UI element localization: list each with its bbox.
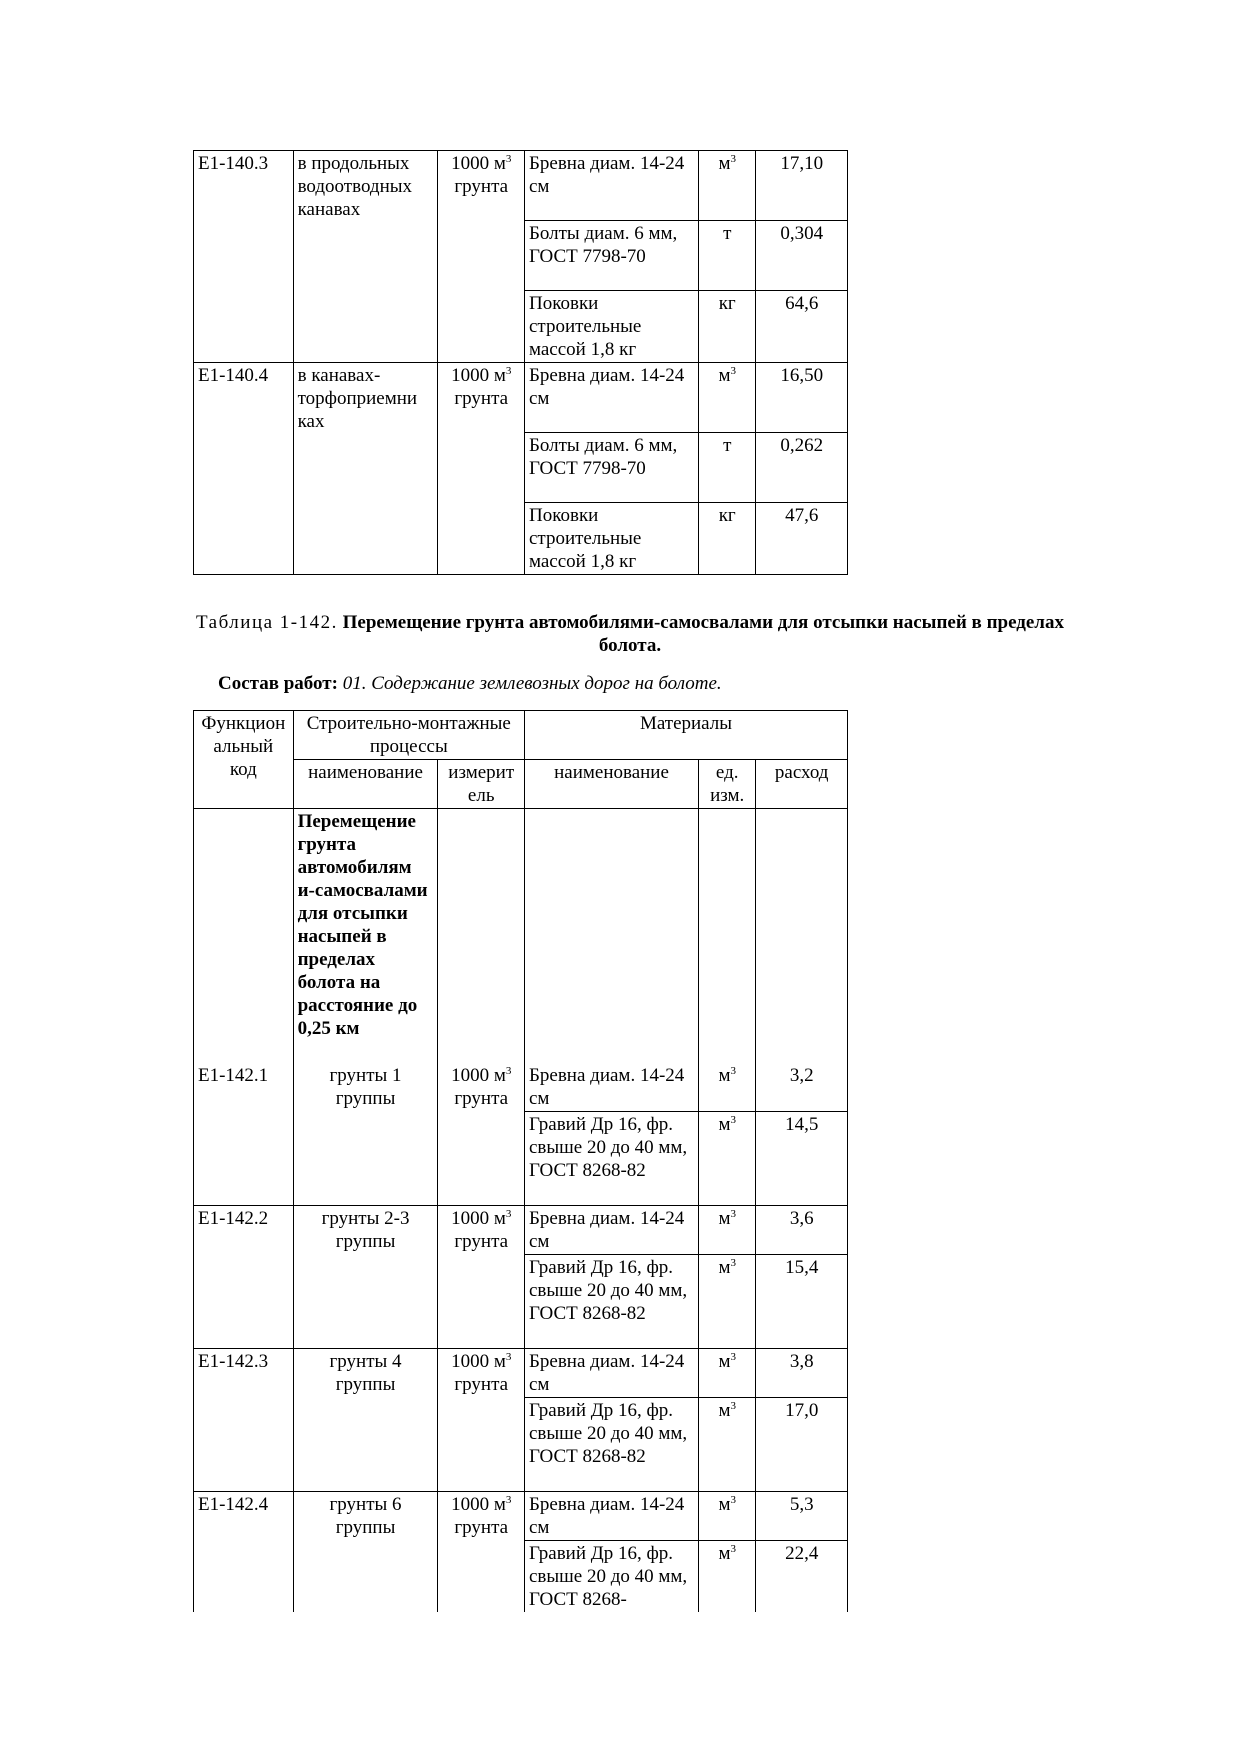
- row-code: Е1-142.2: [194, 1205, 294, 1348]
- header-func-code: Функцион альный код: [194, 711, 294, 809]
- row-process-name: грунты 1 группы: [293, 1063, 438, 1206]
- unit-text: 1000 м: [451, 1064, 506, 1086]
- table-1-140-body: [194, 151, 848, 575]
- unit-text: т: [723, 435, 732, 456]
- material-consumption: 3,8: [756, 1348, 848, 1397]
- material-unit: [699, 363, 756, 433]
- unit-superscript: 3: [730, 1256, 736, 1269]
- material-unit: [699, 221, 756, 291]
- header-unit: ед. изм.: [699, 760, 756, 809]
- unit-text: м: [718, 1399, 731, 1421]
- unit-text: м: [718, 365, 731, 386]
- unit-text: 1000 м: [451, 153, 506, 174]
- unit-superscript: 3: [730, 1113, 736, 1126]
- row-meter-line2: грунта: [454, 1230, 509, 1252]
- material-name: Бревна диам. 14-24 см: [524, 1348, 698, 1397]
- unit-superscript: 3: [730, 1350, 736, 1363]
- row-code: Е1-142.1: [194, 1063, 294, 1206]
- group-empty-cell: [524, 809, 698, 1063]
- row-process-name: в канавах-торфоприемни ках: [293, 363, 438, 575]
- material-unit: [699, 1540, 756, 1612]
- header-processes: Строительно-монтажные процессы: [293, 711, 524, 760]
- material-consumption: 17,10: [756, 151, 848, 221]
- material-unit: [699, 1397, 756, 1491]
- row-meter-line2: грунта: [454, 388, 509, 409]
- material-consumption: 64,6: [756, 291, 848, 363]
- row-meter-line2: грунта: [454, 1087, 509, 1109]
- table-row: [194, 363, 848, 433]
- work-composition: [218, 672, 722, 695]
- material-unit: [699, 1254, 756, 1348]
- material-consumption: 22,4: [756, 1540, 848, 1612]
- group-empty-cell: [194, 809, 294, 1063]
- unit-superscript: 3: [730, 1207, 736, 1220]
- unit-superscript: 3: [505, 1493, 512, 1506]
- material-consumption: 47,6: [756, 503, 848, 575]
- material-consumption: 17,0: [756, 1397, 848, 1491]
- row-meter: [438, 1063, 525, 1206]
- row-process-name: грунты 2-3 группы: [293, 1205, 438, 1348]
- row-meter-line2: грунта: [454, 1373, 509, 1395]
- row-process-name: грунты 4 группы: [293, 1348, 438, 1491]
- header-meter: измерит ель: [438, 760, 525, 809]
- material-name: Гравий Др 16, фр. свыше 20 до 40 мм, ГОСТ 8268-82: [524, 1111, 698, 1205]
- row-code: Е1-140.3: [194, 151, 294, 363]
- row-code: Е1-142.3: [194, 1348, 294, 1491]
- table-row: [194, 1063, 848, 1112]
- row-meter-line2: грунта: [454, 176, 509, 197]
- row-process-name: в продольных водоотводных канавах: [293, 151, 438, 363]
- material-unit: [699, 433, 756, 503]
- table-row: [194, 1205, 848, 1254]
- material-name: Болты диам. 6 мм, ГОСТ 7798-70: [524, 433, 698, 503]
- table-row: [194, 151, 848, 221]
- group-empty-cell: [699, 809, 756, 1063]
- table-caption-title: Перемещение грунта автомобилями-самосвалами для отсыпки насыпей в пределах болота.: [342, 612, 1064, 656]
- unit-superscript: 3: [505, 1064, 512, 1077]
- unit-superscript: 3: [730, 365, 736, 377]
- material-consumption: 16,50: [756, 363, 848, 433]
- header-name: наименование: [293, 760, 438, 809]
- row-meter: [438, 363, 525, 575]
- material-name: Гравий Др 16, фр. свыше 20 до 40 мм, ГОСТ 8268-82: [524, 1254, 698, 1348]
- material-name: Поковки строительные массой 1,8 кг: [524, 503, 698, 575]
- table-1-142-body: [194, 809, 848, 1612]
- material-unit: [699, 1205, 756, 1254]
- group-empty-cell: [438, 809, 525, 1063]
- row-meter: [438, 151, 525, 363]
- material-unit: [699, 1491, 756, 1540]
- table-caption-label: Таблица 1-142.: [196, 612, 338, 633]
- material-name: Бревна диам. 14-24 см: [524, 151, 698, 221]
- unit-superscript: 3: [505, 153, 512, 165]
- unit-text: кг: [718, 293, 736, 314]
- unit-text: 1000 м: [451, 1350, 506, 1372]
- material-consumption: 3,6: [756, 1205, 848, 1254]
- unit-text: т: [723, 223, 732, 244]
- material-unit: [699, 503, 756, 575]
- unit-text: м: [718, 1350, 731, 1372]
- unit-superscript: 3: [730, 1542, 736, 1555]
- material-name: Бревна диам. 14-24 см: [524, 363, 698, 433]
- header-consumption: расход: [756, 760, 848, 809]
- material-unit: [699, 291, 756, 363]
- unit-text: 1000 м: [451, 365, 506, 386]
- material-name: Гравий Др 16, фр. свыше 20 до 40 мм, ГОСТ 8268-: [524, 1540, 698, 1612]
- header-mat-name: наименование: [524, 760, 698, 809]
- material-consumption: 3,2: [756, 1063, 848, 1112]
- unit-text: м: [718, 1256, 731, 1278]
- row-process-name: грунты 6 группы: [293, 1491, 438, 1612]
- row-meter: [438, 1348, 525, 1491]
- material-consumption: 14,5: [756, 1111, 848, 1205]
- material-unit: [699, 1063, 756, 1112]
- unit-text: м: [718, 1207, 731, 1229]
- row-code: Е1-142.4: [194, 1491, 294, 1612]
- material-name: Болты диам. 6 мм, ГОСТ 7798-70: [524, 221, 698, 291]
- material-consumption: 15,4: [756, 1254, 848, 1348]
- unit-superscript: 3: [505, 1207, 512, 1220]
- unit-text: м: [718, 1113, 731, 1135]
- table-1-142: [193, 710, 848, 1612]
- material-consumption: 5,3: [756, 1491, 848, 1540]
- material-consumption: 0,304: [756, 221, 848, 291]
- header-materials: Материалы: [524, 711, 847, 760]
- table-1-140: [193, 150, 848, 575]
- unit-text: м: [718, 1493, 731, 1515]
- material-consumption: 0,262: [756, 433, 848, 503]
- group-title-row: [194, 809, 848, 1063]
- material-unit: [699, 1348, 756, 1397]
- unit-superscript: 3: [505, 365, 512, 377]
- unit-superscript: 3: [730, 1064, 736, 1077]
- unit-text: м: [718, 1542, 731, 1564]
- unit-text: кг: [718, 505, 736, 526]
- table-row: [194, 1348, 848, 1397]
- material-name: Бревна диам. 14-24 см: [524, 1491, 698, 1540]
- unit-superscript: 3: [730, 1399, 736, 1412]
- work-composition-label: Состав работ:: [218, 673, 338, 694]
- unit-superscript: 3: [730, 1493, 736, 1506]
- unit-text: 1000 м: [451, 1207, 506, 1229]
- material-unit: [699, 1111, 756, 1205]
- row-code: Е1-140.4: [194, 363, 294, 575]
- table-row: [194, 1491, 848, 1540]
- row-meter: [438, 1205, 525, 1348]
- material-name: Бревна диам. 14-24 см: [524, 1063, 698, 1112]
- material-name: Поковки строительные массой 1,8 кг: [524, 291, 698, 363]
- row-meter: [438, 1491, 525, 1612]
- unit-text: м: [718, 153, 731, 174]
- unit-superscript: 3: [730, 153, 736, 165]
- unit-text: 1000 м: [451, 1493, 506, 1515]
- material-name: Бревна диам. 14-24 см: [524, 1205, 698, 1254]
- unit-text: м: [718, 1064, 731, 1086]
- material-name: Гравий Др 16, фр. свыше 20 до 40 мм, ГОСТ 8268-82: [524, 1397, 698, 1491]
- work-composition-text: 01. Содержание землевозных дорог на болоте.: [342, 673, 722, 694]
- row-meter-line2: грунта: [454, 1516, 509, 1538]
- unit-superscript: 3: [505, 1350, 512, 1363]
- material-unit: [699, 151, 756, 221]
- group-title: Перемещение грунта автомобилям и-самосвалами для отсыпки насыпей в пределах болота на расстояние до 0,25 км: [293, 809, 438, 1063]
- group-empty-cell: [756, 809, 848, 1063]
- table-caption: [190, 611, 1070, 657]
